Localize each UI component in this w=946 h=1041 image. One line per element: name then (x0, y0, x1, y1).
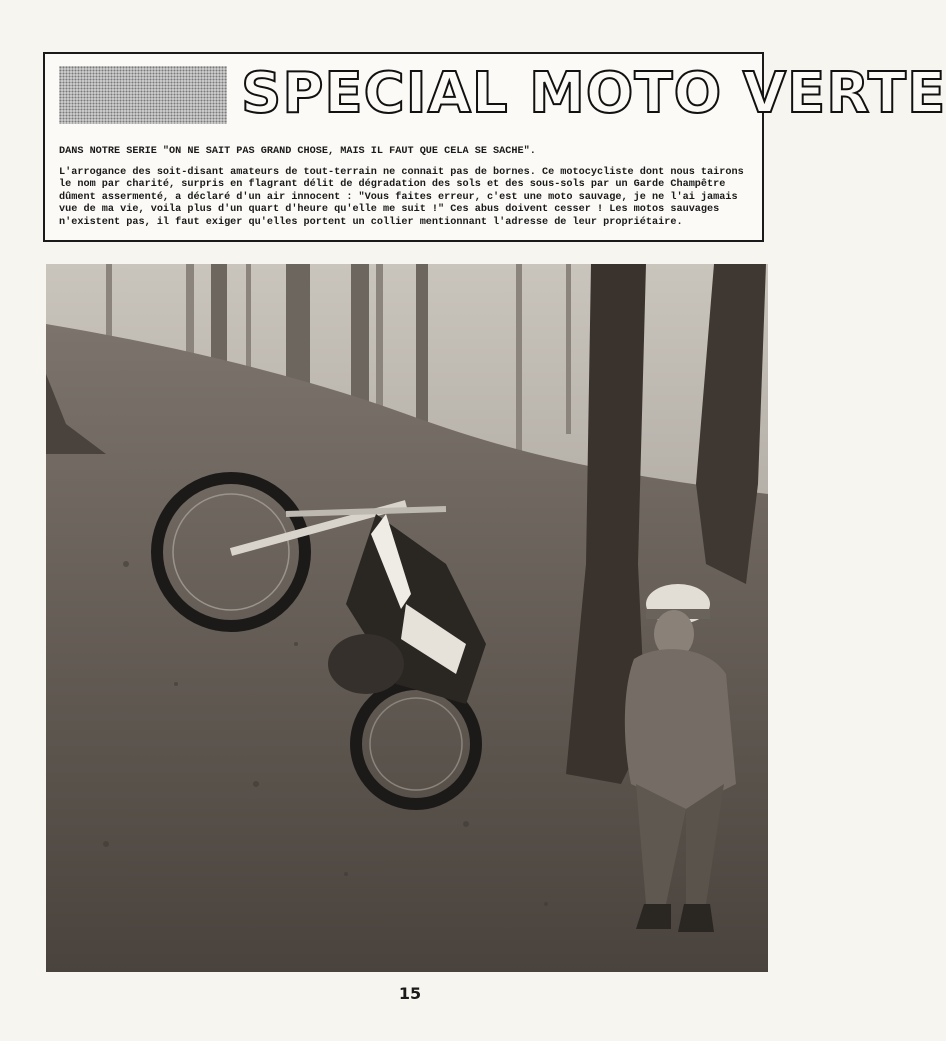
halftone-decoration (59, 66, 227, 124)
series-line: DANS NOTRE SERIE "ON NE SAIT PAS GRAND CHOSE, MAIS IL FAUT QUE CELA SE SACHE". (59, 146, 536, 157)
photo-illustration (46, 264, 768, 972)
page-number: 15 (398, 984, 422, 1003)
motorcycle-photo (46, 264, 768, 972)
article-intro (59, 146, 759, 229)
article-header-box (43, 52, 946, 242)
headline-title: SPECIAL MOTO VERTE (241, 61, 946, 126)
article-body: L'arrogance des soit-disant amateurs de tout-terrain ne connait pas de bornes. Ce motocycliste dont nous tairons le nom par charité, surpris en flagrant délit de dégradation des sols et des sous-sols par un Garde Champêtre dûment assermenté, a déclaré d'un air innocent : "Vous faites erreur, c'est une moto sauvage, je ne l'ai jamais vue de ma vie, voila plus d'un quart d'heure qu'elle me suit !" Ces abus doivent cesser ! Les motos sauvages n'existent pas, il faut exiger qu'elles portent un collier mentionnant l'adresse de leur propriétaire. (59, 166, 744, 228)
